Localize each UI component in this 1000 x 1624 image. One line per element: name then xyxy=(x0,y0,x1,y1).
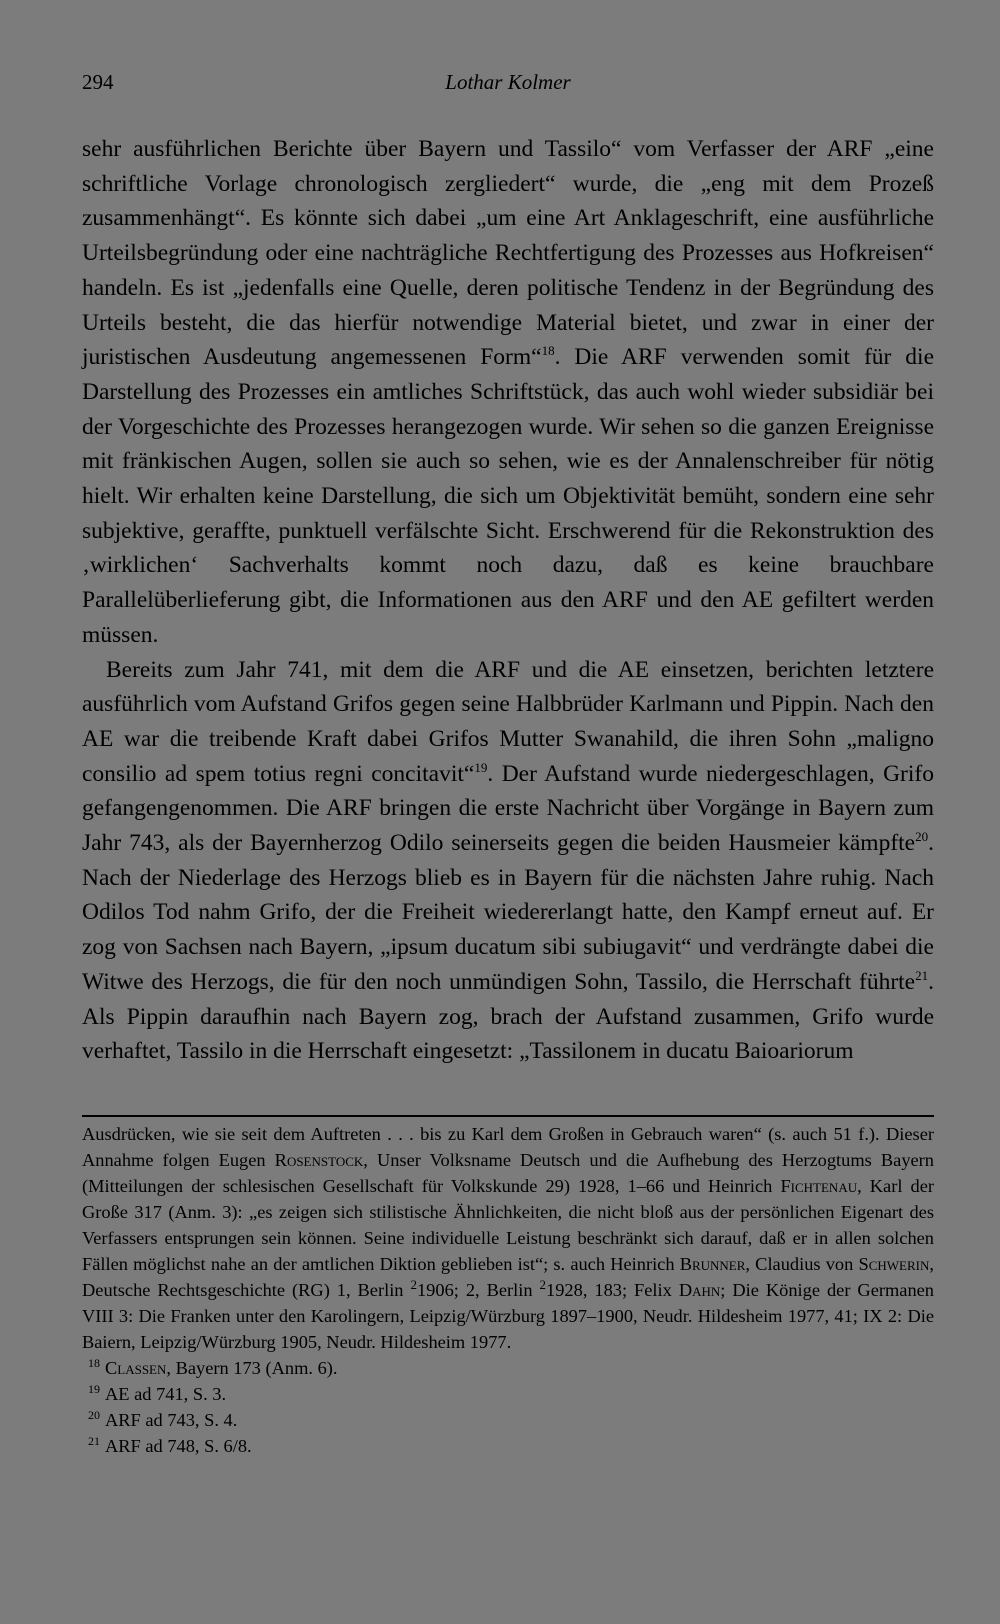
page-header xyxy=(82,62,934,102)
text-run: sehr ausführlichen Berichte über Bayern und Tassilo“ vom Verfasser der ARF „eine schriftliche Vorlage chronologisch zergliedert“ wurde, die „eng mit dem Prozeß zusammenhängt“. Es könnte sich dabei „um eine Art Anklageschrift, eine ausführliche Urteilsbegründung oder eine nachträgliche Rechtfertigung des Prozesses aus Hofkreisen“ handeln. Es ist „jedenfalls eine Quelle, deren politische Tendenz in der Begründung des Urteils besteht, die das hierfür notwendige Material bietet, und zwar in einer der juristischen Ausdeutung angemessenen Form“ xyxy=(82,136,934,371)
running-head: Lothar Kolmer xyxy=(445,70,571,94)
footnote-number: 20 xyxy=(88,1407,100,1422)
footnote-18 xyxy=(82,1355,934,1381)
main-text xyxy=(82,132,934,1069)
text-run: , Unser Volksname Deutsch und die Aufhebung des Herzogtums Bayern (Mitteilungen der schlesischen Gesellschaft für Volkskunde 29) 1928, 1–66 und Heinrich xyxy=(82,1150,934,1196)
author-name: Rosenstock xyxy=(274,1150,364,1170)
footnote-continuation xyxy=(82,1121,934,1355)
footnote-ref-18: 18 xyxy=(541,343,555,359)
footnote-text: ARF ad 748, S. 6/8. xyxy=(105,1436,252,1456)
page-number: 294 xyxy=(82,70,114,94)
text-run: . Als Pippin daraufhin nach Bayern zog, brach der Aufstand zusammen, Grifo wurde verhaftet, Tassilo in die Herrschaft eingesetzt: „Tassilonem in ducatu Baioariorum xyxy=(82,968,934,1065)
text-run: ; Die Könige der Germanen VIII 3: Die Franken unter den Karolingern, Leipzig/Würzburg 1897–1900, Neudr. Hildesheim 1977, 41; IX 2: Die Baiern, Leipzig/Würzburg 1905, Neudr. Hildesheim 1977. xyxy=(82,1280,934,1352)
footnote-ref-19: 19 xyxy=(474,759,488,775)
edition-superscript: 2 xyxy=(539,1276,547,1292)
footnote-19 xyxy=(82,1381,934,1407)
paragraph-2 xyxy=(82,653,934,1069)
paragraph-1 xyxy=(82,132,934,653)
text-run: Bereits zum Jahr 741, mit dem die ARF und die AE einsetzen, berichten letztere ausführlich vom Aufstand Grifos gegen seine Halbbrüder Karlmann und Pippin. Nach den AE war die treibende Kraft dabei Grifos Mutter Swanahild, die ihren Sohn „maligno consilio ad spem totius regni concitavit“ xyxy=(82,656,934,787)
footnote-21 xyxy=(82,1433,934,1459)
author-name: Fichtenau xyxy=(780,1176,858,1196)
footnote-text: ARF ad 743, S. 4. xyxy=(105,1410,238,1430)
text-run: 1906; 2, Berlin xyxy=(416,1280,540,1300)
text-run: . Nach der Niederlage des Herzogs blieb es in Bayern für die nächsten Jahre ruhig. Nach Odilos Tod nahm Grifo, der die Freiheit wiedererlangt hatte, den Kampf erneut auf. Er zog von Sachsen nach Bayern, „ipsum ducatum sibi subiugavit“ und verdrängte dabei die Witwe des Herzogs, die für den noch unmündigen Sohn, Tassilo, die Herrschaft führte xyxy=(82,830,934,995)
author-name: Brunner xyxy=(679,1254,746,1274)
footnote-number: 19 xyxy=(88,1381,100,1396)
text-run: , Claudius von xyxy=(745,1254,859,1274)
text-run: Ausdrücken, wie sie seit dem Auftreten . . . bis zu Karl dem Großen in Gebrauch waren“ (s. auch 51 f.). Dieser Annahme folgen Eugen xyxy=(82,1124,934,1170)
footnote-text: AE ad 741, S. 3. xyxy=(105,1384,227,1404)
footnote-number: 21 xyxy=(88,1433,100,1448)
footnote-20 xyxy=(82,1407,934,1433)
footnote-ref-20: 20 xyxy=(915,829,929,845)
text-run: . Der Aufstand wurde niedergeschlagen, Grifo gefangengenommen. Die ARF bringen die erste Nachricht über Vorgänge in Bayern zum Jahr 743, als der Bayernherzog Odilo seinerseits gegen die beiden Hausmeier kämpfte xyxy=(82,760,934,857)
text-run: , Karl der Große 317 (Anm. 3): „es zeigen sich stilistische Ähnlichkeiten, die nicht bloß aus der persönlichen Eigenart des Verfassers entsprungen sein können. Seine individuelle Leistung beschränkt sich darauf, daß er in allen solchen Fällen möglichst nahe an der amtlichen Diktion geblieben ist“; s. auch Heinrich xyxy=(82,1176,935,1274)
footnote-text: , Bayern 173 (Anm. 6). xyxy=(166,1358,338,1378)
edition-superscript: 2 xyxy=(410,1276,417,1292)
footnote-ref-21: 21 xyxy=(915,968,929,984)
text-run: , Deutsche Rechtsgeschichte (RG) 1, Berlin xyxy=(82,1254,934,1300)
author-name: Classen xyxy=(105,1358,167,1378)
footnote-divider xyxy=(82,1115,934,1117)
footnotes xyxy=(82,1121,934,1459)
text-run: 1928, 183; Felix xyxy=(546,1280,679,1300)
text-run: . Die ARF verwenden somit für die Darstellung des Prozesses ein amtliches Schriftstück, das auch wohl wieder subsidiär bei der Vorgeschichte des Prozesses herangezogen wurde. Wir sehen so die ganzen Ereignisse mit fränkischen Augen, sollen sie auch so sehen, wie es der Annalenschreiber für nötig hielt. Wir erhalten keine Darstellung, die sich um Objektivität bemüht, sondern eine sehr subjektive, geraffte, punktuell verfälschte Sicht. Erschwerend für die Rekonstruktion des ‚wirklichen‘ Sachverhalts kommt noch dazu, daß es keine brauchbare Parallelüberlieferung gibt, die Informationen aus den ARF und den AE gefiltert werden müssen. xyxy=(82,344,935,648)
author-name: Dahn xyxy=(678,1280,721,1300)
author-name: Schwerin xyxy=(858,1254,930,1274)
footnote-number: 18 xyxy=(88,1355,100,1370)
